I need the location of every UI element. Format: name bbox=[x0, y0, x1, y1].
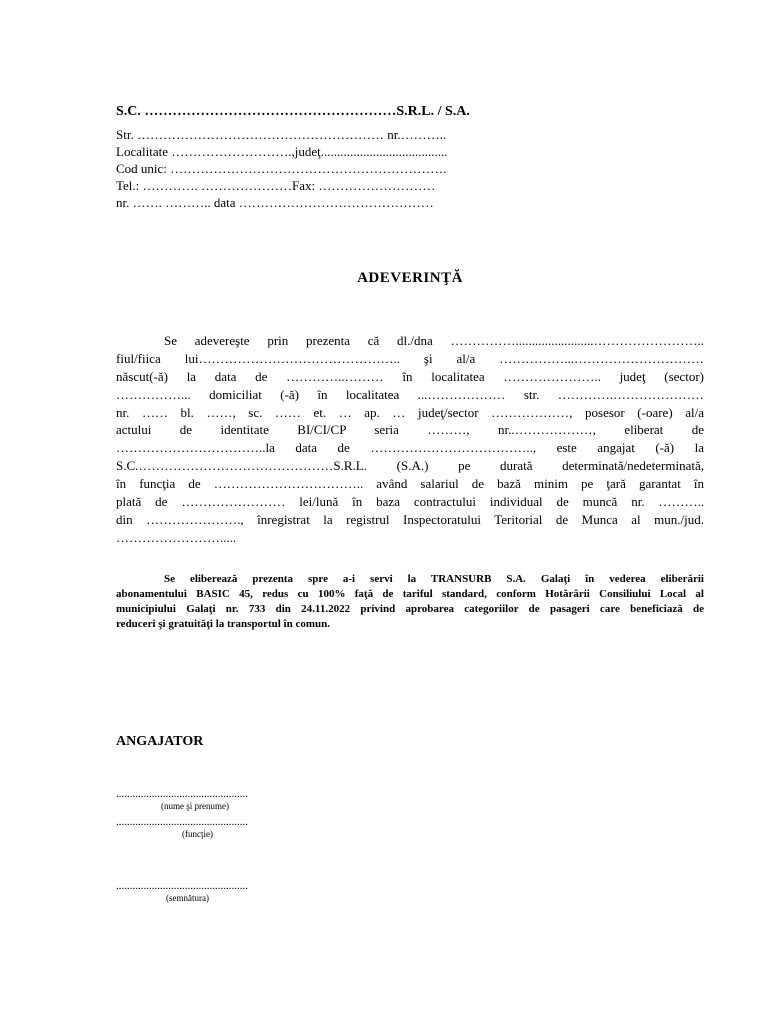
name-caption: (nume şi prenume) bbox=[161, 801, 229, 811]
body-line-text: S.C.………………………………………S.R.L. (S.A.) pe durată determinată/nedeterminată, bbox=[116, 458, 704, 473]
company-line: S.C. ………………………………………………S.R.L. / S.A. bbox=[116, 104, 470, 119]
note-line: municipiului Galaţi nr. 733 din 24.11.2022 privind aprobarea categoriilor de pasageri care beneficiază de bbox=[116, 603, 704, 615]
body-line: ……………………………..la data de ……………………………….., este angajat (-ă) la bbox=[116, 440, 704, 455]
body-line bbox=[116, 458, 704, 473]
header-street-line: Str. ………………………………………………… nr.……….. bbox=[116, 127, 447, 142]
body-line: din …………………., înregistrat la registrul Inspectoratului Teritorial de Munca al mun./jud. bbox=[116, 512, 704, 527]
body-line: actului de identitate BI/CI/CP seria ………, nr..………………, eliberat de bbox=[116, 422, 704, 437]
body-line: plată de …………………… lei/lună în baza contractului individual de muncă nr. ……….. bbox=[116, 494, 704, 509]
header-cod-unic-line: Cod unic: ………………………………………………………. bbox=[116, 161, 447, 176]
note-line: abonamentului BASIC 45, redus cu 100% faţă de tariful standard, conform Hotărârii Consiliului Local al bbox=[116, 588, 704, 600]
header-nr-data-line: nr. ……. ……….. data ……………………………………… bbox=[116, 195, 434, 210]
note-line: Se eliberează prezenta spre a-i servi la TRANSURB S.A. Galaţi în vederea eliberării bbox=[164, 573, 704, 585]
body-line: Se adevereşte prin prezenta că dl./dna ……………........................…………………….. bbox=[164, 333, 704, 348]
body-line: fiul/fiica lui……………………………………….. şi al/a ……………...………………………… bbox=[116, 351, 704, 366]
document-title: ADEVERINŢĂ bbox=[357, 270, 463, 286]
body-line: ……………... domiciliat (-ă) în localitatea ...……………… str. ………….………………… bbox=[116, 387, 704, 402]
signature-line: ................................................ bbox=[116, 880, 248, 892]
employer-heading: ANGAJATOR bbox=[116, 734, 204, 749]
function-signature-line: ................................................ bbox=[116, 816, 248, 828]
note-line: reduceri şi gratuităţi la transportul în comun. bbox=[116, 618, 330, 630]
signature-caption: (semnătura) bbox=[166, 893, 209, 903]
function-caption: (funcţie) bbox=[182, 829, 213, 839]
body-line: nr. …… bl. ……, sc. …… et. … ap. … judeţ/sector ………………, posesor (-oare) al/a bbox=[116, 405, 704, 420]
body-line: născut(-ă) la data de …………..……… în localitatea ………………….. judeţ (sector) bbox=[116, 369, 704, 384]
body-line: ……………………..... bbox=[116, 530, 237, 545]
body-line: în funcţia de …………………………….. având salariul de bază minim pe ţară garantat în bbox=[116, 476, 704, 491]
header-tel-fax-line: Tel.: …………. …………………Fax: ……………………… bbox=[116, 178, 436, 193]
header-locality-line: Localitate ……………………….,judeţ....................................... bbox=[116, 144, 448, 159]
name-signature-line: ................................................ bbox=[116, 788, 248, 800]
